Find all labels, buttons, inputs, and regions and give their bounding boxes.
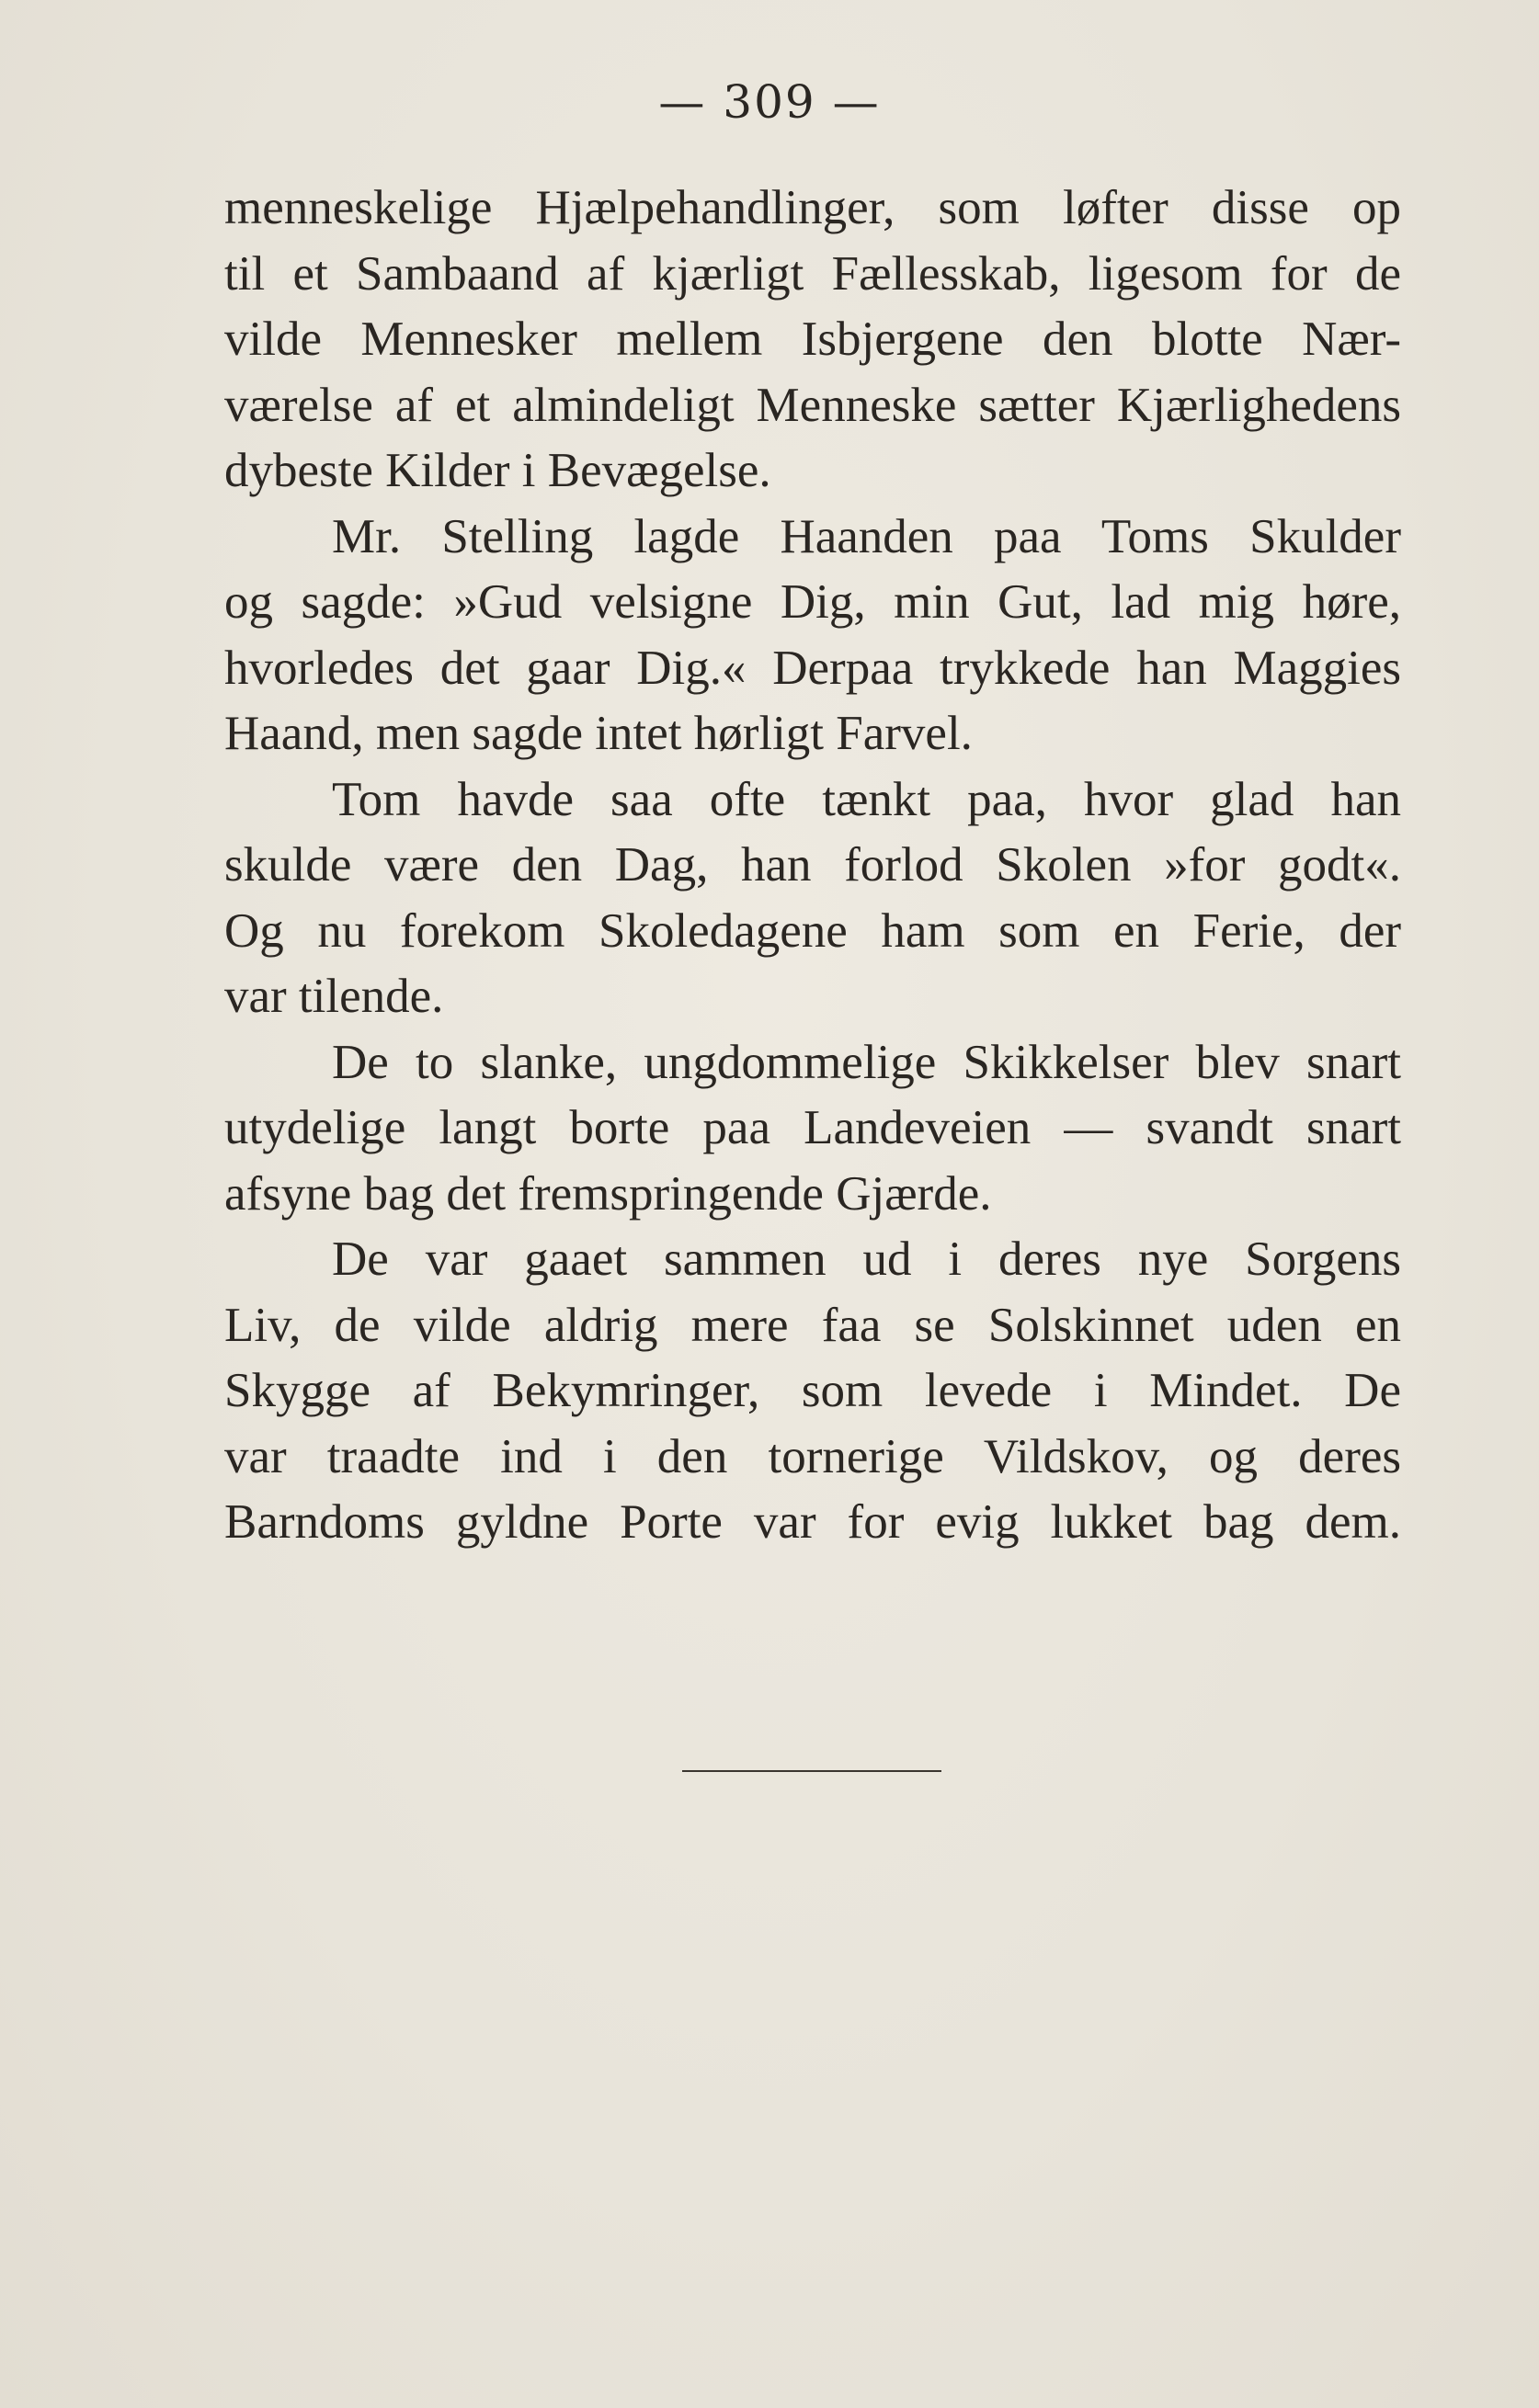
text-line: Tom havde saa ofte tænkt paa, hvor glad han	[332, 772, 1401, 826]
text-line: Skygge af Bekymringer, som levede i Mindet. De	[224, 1364, 1401, 1417]
text-line: utydelige langt borte paa Landeveien — svandt snart	[224, 1101, 1401, 1154]
text-line: Haand, men sagde intet hørligt Farvel.	[224, 707, 973, 760]
text-line: hvorledes det gaar Dig.« Derpaa trykkede han Maggies	[224, 641, 1401, 695]
text-line: skulde være den Dag, han forlod Skolen »for godt«.	[224, 838, 1401, 892]
text-line: og sagde: »Gud velsigne Dig, min Gut, lad mig høre,	[224, 575, 1401, 629]
text-line: til et Sambaand af kjærligt Fællesskab, ligesom for de	[224, 246, 1401, 301]
text-line: Mr. Stelling lagde Haanden paa Toms Skulder	[332, 509, 1401, 563]
page-number: — 309 —	[658, 75, 881, 129]
text-line: menneskelige Hjælpehandlinger, som løfter disse op	[224, 181, 1401, 234]
body-text	[224, 176, 1401, 1556]
text-line: Og nu forekom Skoledagene ham som en Ferie, der	[224, 903, 1401, 958]
text-line: værelse af et almindeligt Menneske sætter Kjærlighedens	[224, 378, 1401, 432]
text-line: var traadte ind i den tornerige Vildskov, og deres	[224, 1429, 1401, 1483]
text-line: Barndoms gyldne Porte var for evig lukket bag dem.	[224, 1495, 1401, 1549]
chapter-end-rule	[682, 1770, 941, 1772]
text-line: De to slanke, ungdommelige Skikkelser blev snart	[332, 1035, 1401, 1089]
text-line: afsyne bag det fremspringende Gjærde.	[224, 1166, 992, 1221]
text-line: Liv, de vilde aldrig mere faa se Solskinnet uden en	[224, 1298, 1401, 1352]
text-line: var tilende.	[224, 970, 444, 1023]
text-line: dybeste Kilder i Bevægelse.	[224, 444, 771, 497]
text-line: vilde Mennesker mellem Isbjergene den blotte Nær-	[224, 312, 1401, 366]
text-line: De var gaaet sammen ud i deres nye Sorgens	[332, 1232, 1401, 1286]
